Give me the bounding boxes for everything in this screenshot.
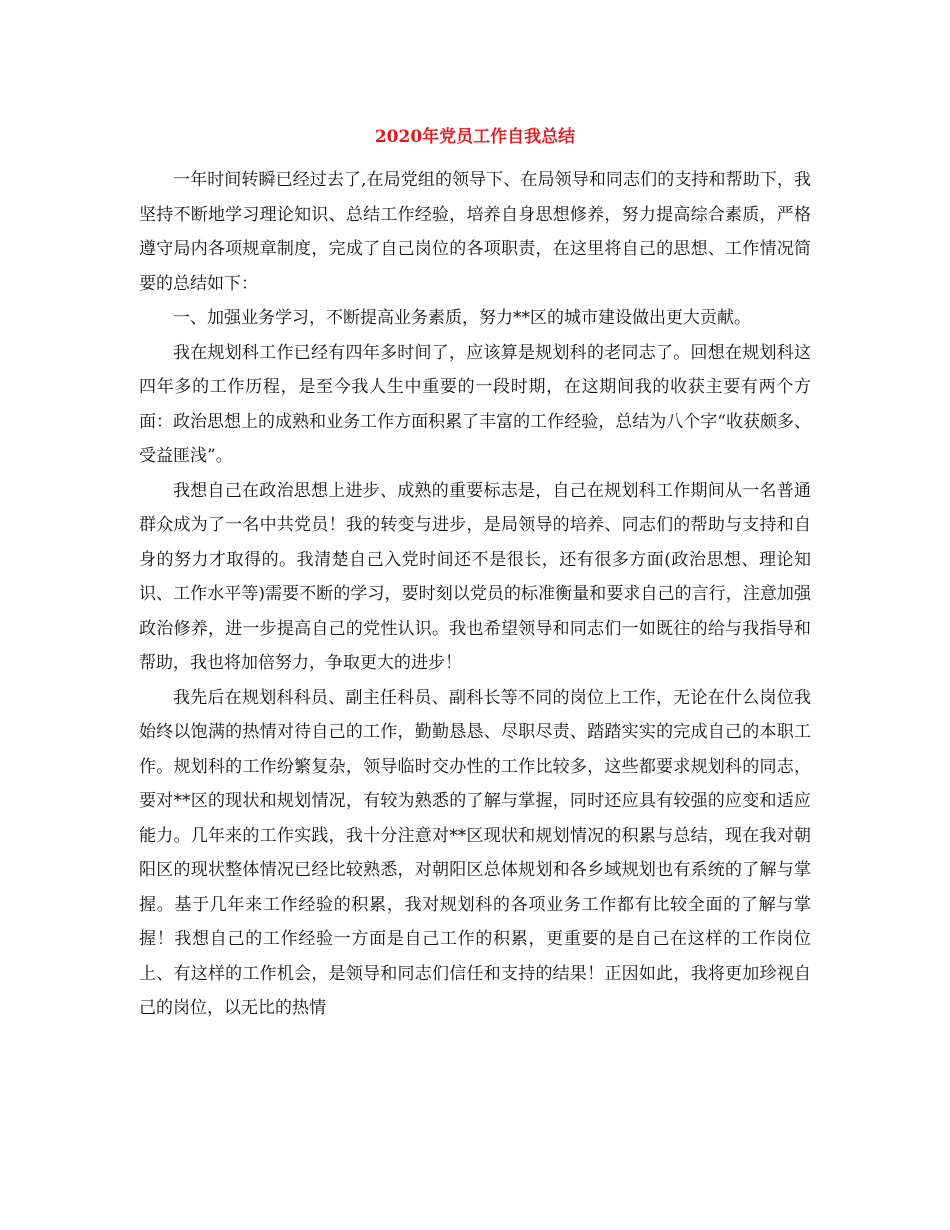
document-title: 2020年党员工作自我总结 xyxy=(374,127,576,147)
paragraph-section-heading: 一、加强业务学习，不断提高业务素质，努力**区的城市建设做出更大贡献。 xyxy=(173,308,751,328)
paragraph-experience: 我在规划科工作已经有四年多时间了，应该算是规划科的老同志了。回想在规划科这四年多的工作历程，是至今我人生中重要的一段时期，在这期间我的收获主要有两个方面：政治思想上的成熟和业务工作方面积累了丰富的工作经验，总结为八个字“收获颇多、受益匪浅”。 xyxy=(139,342,811,466)
paragraph-political-growth: 我想自己在政治思想上进步、成熟的重要标志是，自己在规划科工作期间从一名普通群众成为了一名中共党员！我的转变与进步，是局领导的培养、同志们的帮助与支持和自身的努力才取得的。我清楚自己入党时间还不是很长，还有很多方面(政治思想、理论知识、工作水平等)需要不断的学习，要时刻以党员的标准衡量和要求自己的言行，注意加强政治修养，进一步提高自己的党性认识。我也希望领导和同志们一如既往的给与我指导和帮助，我也将加倍努力，争取更大的进步！ xyxy=(139,480,811,673)
paragraph-work-positions: 我先后在规划科科员、副主任科员、副科长等不同的岗位上工作，无论在什么岗位我始终以饱满的热情对待自己的工作，勤勤恳恳、尽职尽责、踏踏实实的完成自己的本职工作。规划科的工作纷繁复杂，领导临时交办性的工作比较多，这些都要求规划科的同志，要对**区的现状和规划情况，有较为熟悉的了解与掌握，同时还应具有较强的应变和适应能力。几年来的工作实践，我十分注意对**区现状和规划情况的积累与总结，现在我对朝阳区的现状整体情况已经比较熟悉，对朝阳区总体规划和各乡域规划也有系统的了解与掌握。基于几年来工作经验的积累，我对规划科的各项业务工作都有比较全面的了解与掌握！我想自己的工作经验一方面是自己工作的积累，更重要的是自己在这样的工作岗位上、有这样的工作机会，是领导和同志们信任和支持的结果！正因如此，我将更加珍视自己的岗位，以无比的热情 xyxy=(139,687,811,1018)
document-body xyxy=(139,163,811,1026)
paragraph-intro: 一年时间转瞬已经过去了,在局党组的领导下、在局领导和同志们的支持和帮助下，我坚持不断地学习理论知识、总结工作经验，培养自身思想修养，努力提高综合素质，严格遵守局内各项规章制度，完成了自己岗位的各项职责，在这里将自己的思想、工作情况简要的总结如下： xyxy=(139,170,811,294)
